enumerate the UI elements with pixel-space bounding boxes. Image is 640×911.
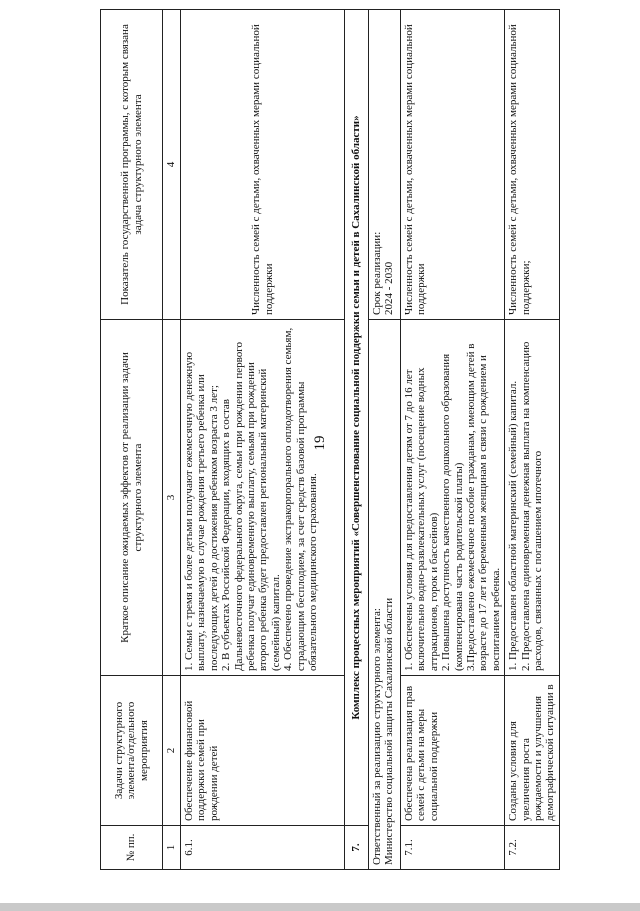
column-number: 2 xyxy=(163,676,181,826)
row-number: 6.1. xyxy=(181,826,345,870)
table-row-7-2 xyxy=(505,10,560,870)
effects-cell: 1. Семьи с тремя и более детьми получают ежемесячную денежную выплату, назначаемую в случае рождения третьего ребенка или последующих детей до достижения ребенком возраста 3 лет; 2. В субъектах Российской Федерации, входящих в состав Дальневосточного федерального округа, семьи при рождении первого ребенка получат единовременную выплату, семьям при рождении второго ребенка будет предоставлен региональный материнский (семейный) капитал. 4. Обеспечено проведение экстракорпорального оплодотворения семьям, страдающим бесплодием, за счет средств базовой программы обязательного медицинского страхования. xyxy=(181,320,345,676)
table-row-7-1 xyxy=(401,10,505,870)
effects-cell: 1. Обеспечены условия для предоставления детям от 7 до 16 лет включительно водно-развлекательных услуг (посещение водных аттракционов, горок и бассейнов) 2. Повышена доступность качественного дошкольного образования (компенсирована часть родительской платы) 3.Предоставлено ежемесячное пособие гражданам, имеющим детей в возрасте до 17 лет и беременным женщинам в связи с рождением и воспитанием ребенка. xyxy=(401,320,505,676)
effects-cell: 1. Предоставлен областной материнский (семейный) капитал. 2. Предоставлена единовременная денежная выплата на компенсацию расходов, связанных с погашением ипотечного xyxy=(505,320,560,676)
task-cell: Обеспечение финансовой поддержки семей при рождении детей xyxy=(181,676,345,826)
column-number: 4 xyxy=(163,10,181,320)
indicator-cell: Численность семей с детьми, охваченных мерами социальной поддержки xyxy=(181,10,345,320)
indicator-cell: Численность семей с детьми, охваченных мерами социальной поддержки xyxy=(401,10,505,320)
header-col-indicator: Показатель государственной программы, с которым связана задача структурного элемента xyxy=(101,10,163,320)
responsible-cell: Ответственный за реализацию структурного элемента: Министерство социальной защиты Сахалинской области xyxy=(369,320,401,870)
section-number: 7. xyxy=(345,826,369,870)
indicator-cell: Численность семей с детьми, охваченных мерами социальной поддержки; xyxy=(505,10,560,320)
scan-edge xyxy=(0,903,640,911)
period-cell: Срок реализации: 2024 - 2030 xyxy=(369,10,401,320)
header-row xyxy=(101,10,163,870)
header-col-number: № пп. xyxy=(101,826,163,870)
column-number: 1 xyxy=(163,826,181,870)
column-number-row xyxy=(163,10,181,870)
rotated-table-container xyxy=(100,10,557,870)
table-row-6-1 xyxy=(181,10,345,870)
section-title: Комплекс процессных мероприятий «Совершенствование социальной поддержки семьи и детей в Сахалинской области» xyxy=(345,10,369,826)
task-cell: Обеспечена реализация прав семей с детьми на меры социальной поддержки xyxy=(401,676,505,826)
row-number: 7.1. xyxy=(401,826,505,870)
row-number: 7.2. xyxy=(505,826,560,870)
program-table xyxy=(100,9,560,870)
section-row-7 xyxy=(345,10,369,870)
task-cell: Созданы условия для увеличения роста рождаемости и улучшения демографической ситуации в xyxy=(505,676,560,826)
header-col-task: Задачи структурного элемента/отдельного мероприятия xyxy=(101,676,163,826)
header-col-effects: Краткое описание ожидаемых эффектов от реализации задачи структурного элемента xyxy=(101,320,163,676)
column-number: 3 xyxy=(163,320,181,676)
responsible-row xyxy=(369,10,401,870)
page-number: 19 xyxy=(312,435,328,451)
